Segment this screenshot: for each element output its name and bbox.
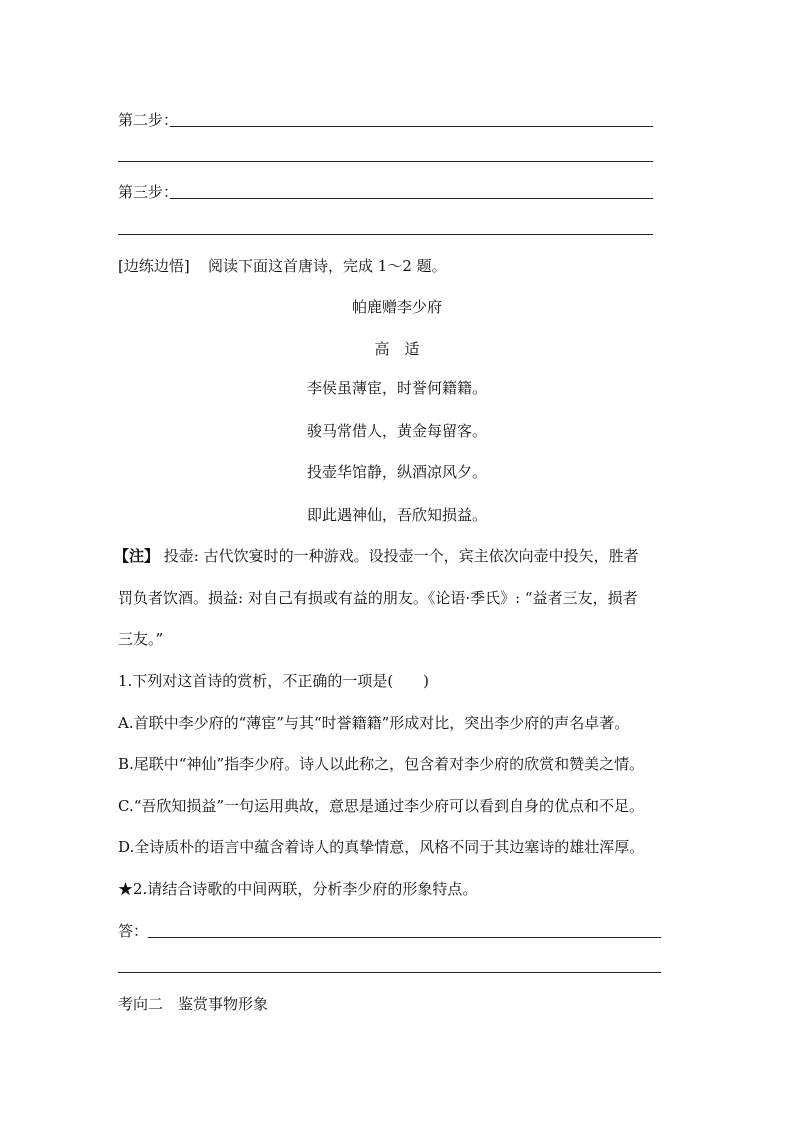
question-1-option-c[interactable]: C.“吾欣知损益”一句运用典故，意思是通过李少府可以看到自身的优点和不足。	[118, 797, 645, 815]
step3-answer-line[interactable]	[170, 198, 653, 199]
step3-label: 第三步：	[118, 183, 179, 201]
poem-line-3: 投壶华馆静，纵酒凉风夕。	[306, 463, 487, 481]
note-line-1	[114, 546, 639, 566]
intro-text: 阅读下面这首唐诗，完成 1～2 题。	[208, 257, 447, 275]
question-2-stem: ★2.请结合诗歌的中间两联，分析李少府的形象特点。	[118, 880, 478, 898]
step2-label: 第二步：	[118, 111, 179, 129]
practice-tag: [边练边悟]	[118, 257, 190, 275]
answer-label: 答：	[118, 922, 149, 940]
note-text-1: 投壶: 古代饮宴时的一种游戏。设投壶一个，宾主依次向壶中投矢，胜者	[163, 547, 639, 565]
note-line-2: 罚负者饮酒。损益: 对自己有损或有益的朋友。《论语·季氏》: “益者三友，损者	[118, 589, 638, 607]
answer-line-2[interactable]	[118, 972, 661, 973]
question-1-option-d[interactable]: D.全诗质朴的语言中蕴含着诗人的真挚情意，风格不同于其边塞诗的雄壮浑厚。	[118, 838, 645, 856]
section-title: 考向二 鉴赏事物形象	[118, 995, 269, 1013]
question-1-stem: 1.下列对这首诗的赏析，不正确的一项是( )	[118, 672, 430, 690]
note-line-3: 三友。”	[118, 630, 164, 648]
answer-line-1[interactable]	[148, 937, 661, 938]
step3-answer-line-2[interactable]	[118, 234, 653, 235]
question-1-option-b[interactable]: B.尾联中“神仙”指李少府。诗人以此称之，包含着对李少府的欣赏和赞美之情。	[118, 755, 645, 773]
poem-line-1: 李侯虽薄宦，时誉何籍籍。	[306, 379, 487, 397]
poem-line-4: 即此遇神仙，吾欣知损益。	[306, 506, 487, 524]
poem-author: 高 适	[374, 340, 420, 358]
poem-line-2: 骏马常借人，黄金每留客。	[306, 422, 487, 440]
step2-answer-line-2[interactable]	[118, 161, 653, 162]
note-heading: 【注】	[114, 547, 160, 565]
question-1-option-a[interactable]: A.首联中李少府的“薄宦”与其“时誉籍籍”形成对比，突出李少府的声名卓著。	[118, 714, 630, 732]
poem-title: 帕鹿赠李少府	[351, 298, 442, 316]
step2-answer-line[interactable]	[170, 126, 653, 127]
